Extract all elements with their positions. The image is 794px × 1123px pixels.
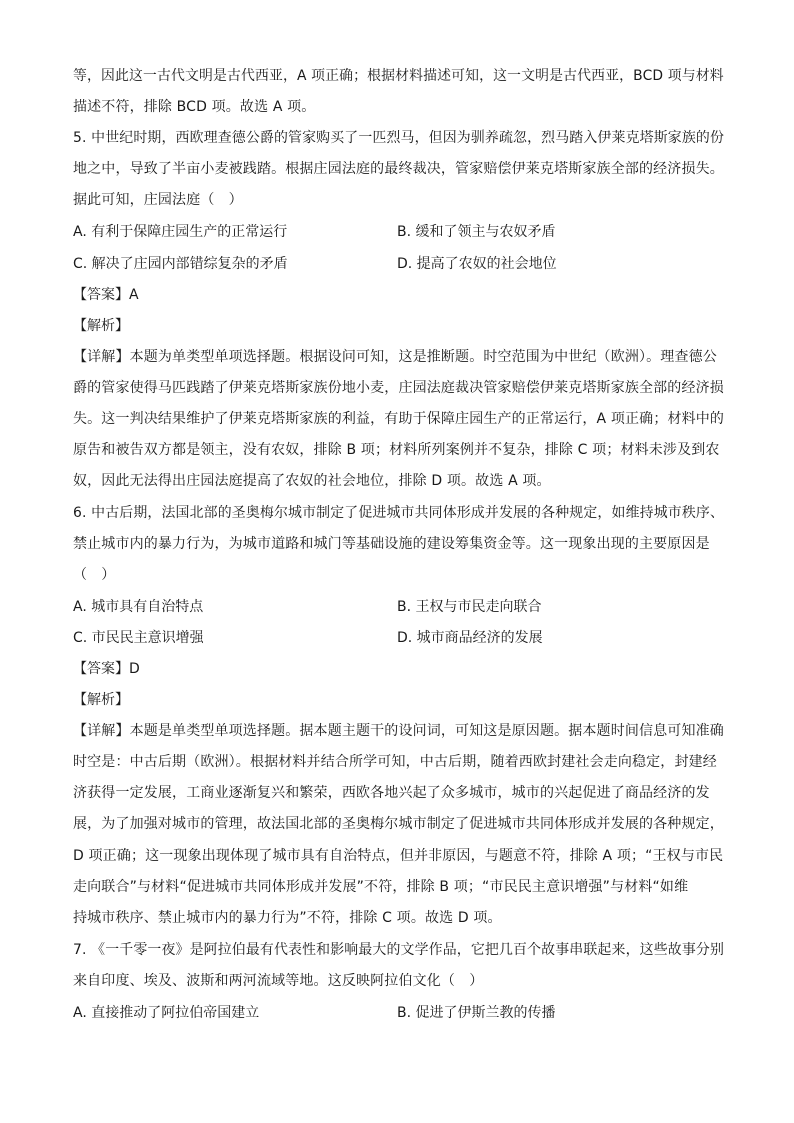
question-6-stem: （ ） [73,567,116,583]
question-5-option-b: B. 缓和了领主与农奴矛盾 [397,224,556,240]
question-5-option-c: C. 解决了庄园内部错综复杂的矛盾 [73,256,288,272]
question-7-option-a: A. 直接推动了阿拉伯帝国建立 [73,1005,260,1021]
question-6-detail: 时空是：中古后期（欧洲）。根据材料并结合所学可知，中古后期，随着西欧封建社会走向稳定，封建经 [73,754,717,770]
question-5-stem: 5. 中世纪时期，西欧理查德公爵的管家购买了一匹烈马，但因为驯养疏忽，烈马踏入伊莱克塔斯家族的份 [73,130,725,146]
question-6-option-d: D. 城市商品经济的发展 [397,630,543,646]
question-6-option-a: A. 城市具有自治特点 [73,599,204,615]
question-6-analysis-label: 【解析】 [73,692,129,708]
question-5-stem: 地之中，导致了半亩小麦被践踏。根据庄园法庭的最终裁决，管家赔偿伊莱克塔斯家族全部的经济损失。 [73,161,724,177]
question-5-detail: 原告和被告双方都是领主，没有农奴，排除 B 项；材料所列案例并不复杂，排除 C 项；材料未涉及到农 [73,442,720,458]
text-line: 描述不符，排除 BCD 项。故选 A 项。 [73,99,316,115]
question-6-option-c: C. 市民民主意识增强 [73,630,204,646]
text-line: 等，因此这一古代文明是古代西亚，A 项正确；根据材料描述可知，这一文明是古代西亚，BCD 项与材料 [73,68,724,84]
question-5-analysis-label: 【解析】 [73,318,129,334]
question-7-stem: 来自印度、埃及、波斯和两河流域等地。这反映阿拉伯文化（ ） [73,973,484,989]
question-6-detail: 济获得一定发展，工商业逐渐复兴和繁荣，西欧各地兴起了众多城市，城市的兴起促进了商品经济的发 [73,785,710,801]
question-5-detail: 失。这一判决结果维护了伊莱克塔斯家族的利益，有助于保障庄园生产的正常运行，A 项正确；材料中的 [73,411,725,427]
question-6-option-b: B. 王权与市民走向联合 [397,599,542,615]
question-6-detail: 持城市秩序、禁止城市内的暴力行为”不符，排除 C 项。故选 D 项。 [73,910,502,926]
question-6-detail: 走向联合”与材料“促进城市共同体形成并发展”不符，排除 B 项；“市民民主意识增强”与材料“如维 [73,879,689,895]
question-6-detail: 展，为了加强对城市的管理，故法国北部的圣奥梅尔城市制定了促进城市共同体形成并发展的各种规定， [73,816,724,832]
question-5-option-d: D. 提高了农奴的社会地位 [397,256,557,272]
question-6-detail: 【详解】本题是单类型单项选择题。据本题主题干的设问词，可知这是原因题。据本题时间信息可知准确 [73,723,724,739]
question-6-stem: 6. 中古后期，法国北部的圣奥梅尔城市制定了促进城市共同体形成并发展的各种规定，如维持城市秩序、 [73,505,725,521]
question-5-detail: 奴，因此无法得出庄园法庭提高了农奴的社会地位，排除 D 项。故选 A 项。 [73,473,551,489]
question-5-option-a: A. 有利于保障庄园生产的正常运行 [73,224,288,240]
question-6-detail: D 项正确；这一现象出现体现了城市具有自治特点，但并非原因，与题意不符，排除 A 项；“王权与市民 [73,848,724,864]
question-7-stem: 7. 《一千零一夜》是阿拉伯最有代表性和影响最大的文学作品，它把几百个故事串联起来，这些故事分别 [73,942,725,958]
question-5-stem: 据此可知，庄园法庭（ ） [73,192,243,208]
question-6-answer: 【答案】D [73,661,140,677]
question-5-detail: 爵的管家使得马匹践踏了伊莱克塔斯家族份地小麦，庄园法庭裁决管家赔偿伊莱克塔斯家族全部的经济损 [73,380,724,396]
question-7-option-b: B. 促进了伊斯兰教的传播 [397,1005,556,1021]
question-5-detail: 【详解】本题为单类型单项选择题。根据设问可知，这是推断题。时空范围为中世纪（欧洲）。理查德公 [73,349,717,365]
question-5-answer: 【答案】A [73,287,139,303]
question-6-stem: 禁止城市内的暴力行为，为城市道路和城门等基础设施的建设筹集资金等。这一现象出现的主要原因是 [73,536,710,552]
